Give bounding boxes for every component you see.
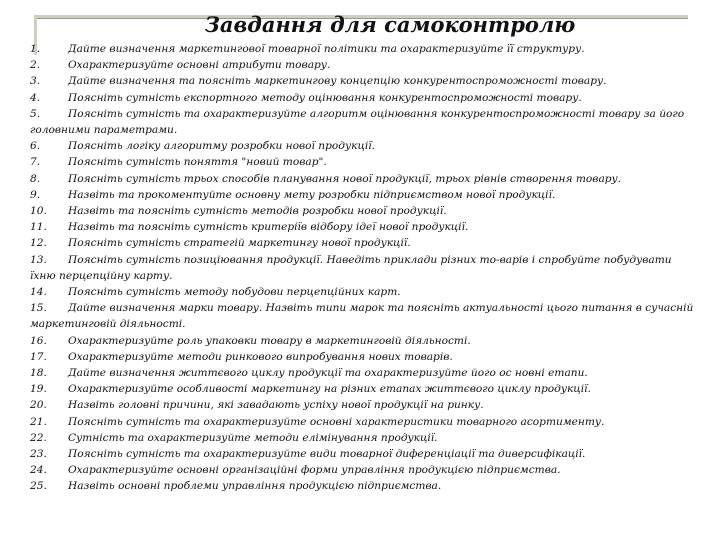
list-item [30, 300, 694, 332]
item-number: 24. [30, 464, 47, 477]
item-number: 9. [30, 188, 41, 201]
item-text: Поясніть сутність поняття "новий товар". [68, 156, 327, 169]
list-item [30, 462, 694, 478]
list-item [30, 478, 694, 494]
item-text: Поясніть сутність та охарактеризуйте алгоритм оцінювання конкурентоспроможності товару за його головними параметрами. [30, 107, 685, 137]
list-item [30, 284, 694, 300]
list-item [30, 365, 694, 381]
list-item [30, 333, 694, 349]
list-item [30, 349, 694, 365]
item-text: Охарактеризуйте основні атрибути товару. [68, 59, 331, 72]
list-item [30, 381, 694, 397]
item-text: Дайте визначення життєвого циклу продукції та охарактеризуйте його ос новні етапи. [68, 367, 588, 380]
item-number: 1. [30, 43, 41, 55]
item-number: 2. [30, 59, 41, 72]
item-text: Назвіть та поясніть сутність методів розробки нової продукції. [68, 205, 447, 218]
list-item [30, 203, 694, 219]
item-text: Поясніть сутність та охарактеризуйте основні характеристики товарного асортименту. [68, 415, 605, 428]
list-item [30, 397, 694, 413]
item-text: Назвіть та прокоментуйте основну мету розробки підприємством нової продукції. [68, 188, 556, 201]
item-text: Охарактеризуйте методи ринкового випробування нових товарів. [68, 350, 453, 363]
item-text: Сутність та охарактеризуйте методи елімінування продукції. [68, 431, 438, 444]
item-number: 17. [30, 350, 47, 363]
list-item [30, 252, 694, 284]
item-number: 12. [30, 237, 47, 250]
item-text: Поясніть сутність та охарактеризуйте види товарної диференціації та диверсифікації. [68, 448, 586, 461]
item-text: Поясніть сутність трьох способів планування нової продукції, трьох рівнів створення товару. [68, 172, 622, 185]
item-number: 25. [30, 480, 47, 493]
item-text: Охарактеризуйте роль упаковки товару в маркетинговій діяльності. [68, 334, 471, 347]
item-number: 8. [30, 172, 41, 185]
item-text: Дайте визначення маркетингової товарної політики та охарактеризуйте її структуру. [68, 43, 585, 55]
list-item [30, 154, 694, 170]
item-text: Дайте визначення марки товару. Назвіть типи марок та поясніть актуальності цього питання в сучасній маркетинговій діяльності. [30, 302, 694, 331]
item-number: 5. [30, 107, 41, 120]
item-number: 16. [30, 334, 47, 347]
list-item [30, 414, 694, 430]
item-number: 19. [30, 383, 47, 396]
item-number: 4. [30, 91, 41, 104]
list-item [30, 219, 694, 235]
page-title: Завдання для самоконтролю [204, 12, 576, 37]
item-text: Поясніть сутність позиціювання продукції. Наведіть приклади різних то-варів і спробуйте побудувати їхню перцепційну карту. [30, 253, 672, 282]
item-text: Охарактеризуйте основні організаційні форми управління продукцією підприємства. [68, 464, 561, 477]
item-text: Назвіть основні проблеми управління продукцією підприємства. [68, 480, 442, 493]
item-text: Дайте визначення та поясніть маркетингову концепцію конкурентоспроможності товару. [68, 75, 607, 88]
item-text: Поясніть сутність стратегій маркетингу нової продукції. [68, 237, 411, 250]
item-number: 18. [30, 367, 47, 380]
item-number: 7. [30, 156, 41, 169]
list-item [30, 41, 694, 57]
item-text: Поясніть логіку алгоритму розробки нової продукції. [68, 140, 375, 153]
item-text: Поясніть сутність методу побудови перцепційних карт. [68, 286, 401, 299]
list-item [30, 171, 694, 187]
item-text: Назвіть та поясніть сутність критеріїв відбору ідеї нової продукції. [68, 221, 469, 234]
item-number: 23. [30, 448, 47, 461]
item-text: Назвіть головні причини, які завадають успіху нової продукції на ринку. [68, 399, 484, 412]
list-item [30, 235, 694, 251]
item-number: 20. [30, 399, 47, 412]
item-number: 11. [30, 221, 47, 234]
list-item [30, 106, 694, 138]
list-item [30, 430, 694, 446]
list-item [30, 187, 694, 203]
list-item [30, 57, 694, 73]
list-item [30, 446, 694, 462]
item-number: 13. [30, 253, 47, 266]
item-number: 14. [30, 286, 47, 299]
list-item [30, 138, 694, 154]
item-text: Поясніть сутність експортного методу оцінювання конкурентоспроможності товару. [68, 91, 582, 104]
item-number: 3. [30, 75, 41, 88]
item-number: 22. [30, 431, 47, 444]
list-item [30, 90, 694, 106]
task-list [30, 41, 694, 495]
item-number: 10. [30, 205, 47, 218]
item-number: 6. [30, 140, 41, 153]
item-text: Охарактеризуйте особливості маркетингу на різних етапах життєвого циклу продукції. [68, 383, 591, 396]
item-number: 15. [30, 302, 47, 315]
item-number: 21. [30, 415, 47, 428]
list-item [30, 73, 694, 89]
